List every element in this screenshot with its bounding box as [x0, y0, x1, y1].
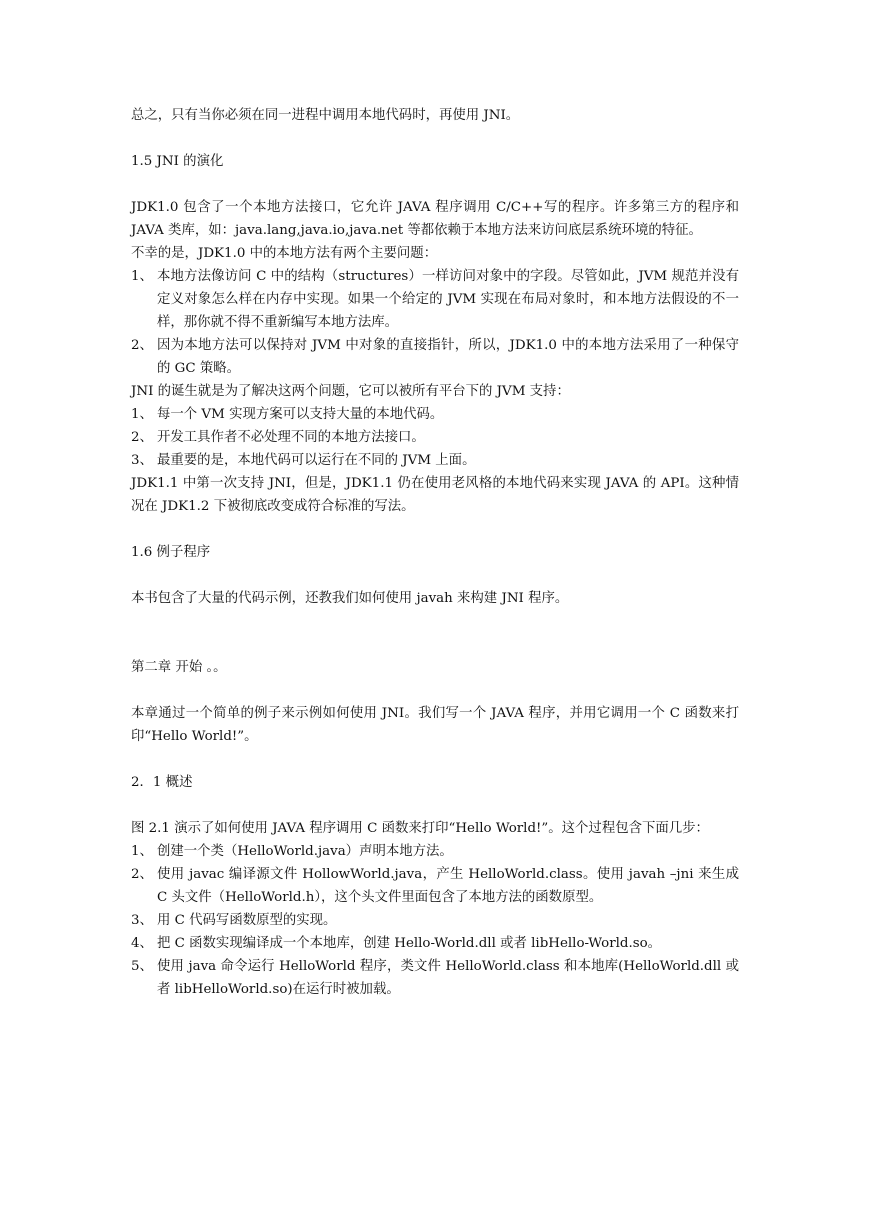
section-2-1-paragraph: 图 2.1 演示了如何使用 JAVA 程序调用 C 函数来打印“Hello World!”。这个过程包含下面几步：: [131, 821, 709, 836]
section-1-5-paragraph-4: JDK1.1 中第一次支持 JNI，但是，JDK1.1 仍在使用老风格的本地代码来实现 JAVA 的 API。这种情况在 JDK1.2 下被彻底改变成符合标准的写法。: [131, 476, 739, 514]
section-1-5-paragraph-2: 不幸的是，JDK1.0 中的本地方法有两个主要问题：: [131, 246, 438, 261]
step-item-4: [131, 932, 739, 955]
list-number: 3、: [131, 453, 153, 468]
section-2-1-heading: 2．1 概述: [131, 775, 193, 790]
list-text: 本地方法像访问 C 中的结构（structures）一样访问对象中的字段。尽管如此，JVM 规范并没有定义对象怎么样在内存中实现。如果一个给定的 JVM 实现在布局对象时，和本地方法假设的不一样，那你就不得不重新编写本地方法库。: [157, 269, 739, 330]
section-1-6-heading: 1.6 例子程序: [131, 545, 211, 560]
chapter-2-paragraph: 本章通过一个简单的例子来示例如何使用 JNI。我们写一个 JAVA 程序，并用它调用一个 C 函数来打印“Hello World!”。: [131, 706, 739, 744]
intro-paragraph: 总之，只有当你必须在同一进程中调用本地代码时，再使用 JNI。: [131, 108, 520, 123]
step-item-2: [131, 863, 739, 909]
problem-item-1: [131, 265, 739, 334]
list-text: 把 C 函数实现编译成一个本地库，创建 Hello-World.dll 或者 libHello-World.so。: [157, 936, 662, 951]
list-number: 4、: [131, 936, 153, 951]
list-number: 1、: [131, 407, 153, 422]
support-item-2: [131, 426, 739, 449]
support-item-1: [131, 403, 739, 426]
step-item-5: [131, 955, 739, 1001]
section-1-5-paragraph-3: JNI 的诞生就是为了解决这两个问题，它可以被所有平台下的 JVM 支持：: [131, 384, 570, 399]
section-1-5-paragraph-1: JDK1.0 包含了一个本地方法接口，它允许 JAVA 程序调用 C/C++写的程序。许多第三方的程序和 JAVA 类库，如：java.lang,java.io,java.net 等都依赖于本地方法来访问底层系统环境的特征。: [131, 200, 739, 238]
document-body: [131, 104, 739, 1001]
list-number: 2、: [131, 430, 153, 445]
list-number: 2、: [131, 867, 153, 882]
list-number: 3、: [131, 913, 153, 928]
list-text: 用 C 代码写函数原型的实现。: [157, 913, 337, 928]
list-number: 5、: [131, 959, 153, 974]
step-item-1: [131, 840, 739, 863]
list-text: 最重要的是，本地代码可以运行在不同的 JVM 上面。: [157, 453, 476, 468]
section-1-6-paragraph: 本书包含了大量的代码示例，还教我们如何使用 javah 来构建 JNI 程序。: [131, 591, 569, 606]
list-text: 创建一个类（HelloWorld.java）声明本地方法。: [157, 844, 453, 859]
list-text: 每一个 VM 实现方案可以支持大量的本地代码。: [157, 407, 444, 422]
section-1-5-heading: 1.5 JNI 的演化: [131, 154, 224, 169]
list-number: 2、: [131, 338, 153, 353]
list-number: 1、: [131, 844, 153, 859]
list-text: 因为本地方法可以保持对 JVM 中对象的直接指针，所以，JDK1.0 中的本地方法采用了一种保守的 GC 策略。: [157, 338, 739, 376]
list-text: 使用 java 命令运行 HelloWorld 程序，类文件 HelloWorld.class 和本地库(HelloWorld.dll 或者 libHelloWorld.so)在运行时被加载。: [157, 959, 739, 997]
list-text: 开发工具作者不必处理不同的本地方法接口。: [157, 430, 425, 445]
problem-item-2: [131, 334, 739, 380]
list-text: 使用 javac 编译源文件 HollowWorld.java，产生 HelloWorld.class。使用 javah –jni 来生成 C 头文件（HelloWorld.h），这个头文件里面包含了本地方法的函数原型。: [157, 867, 739, 905]
step-item-3: [131, 909, 739, 932]
list-number: 1、: [131, 269, 153, 284]
support-item-3: [131, 449, 739, 472]
chapter-2-heading: 第二章 开始 。。: [131, 660, 227, 675]
